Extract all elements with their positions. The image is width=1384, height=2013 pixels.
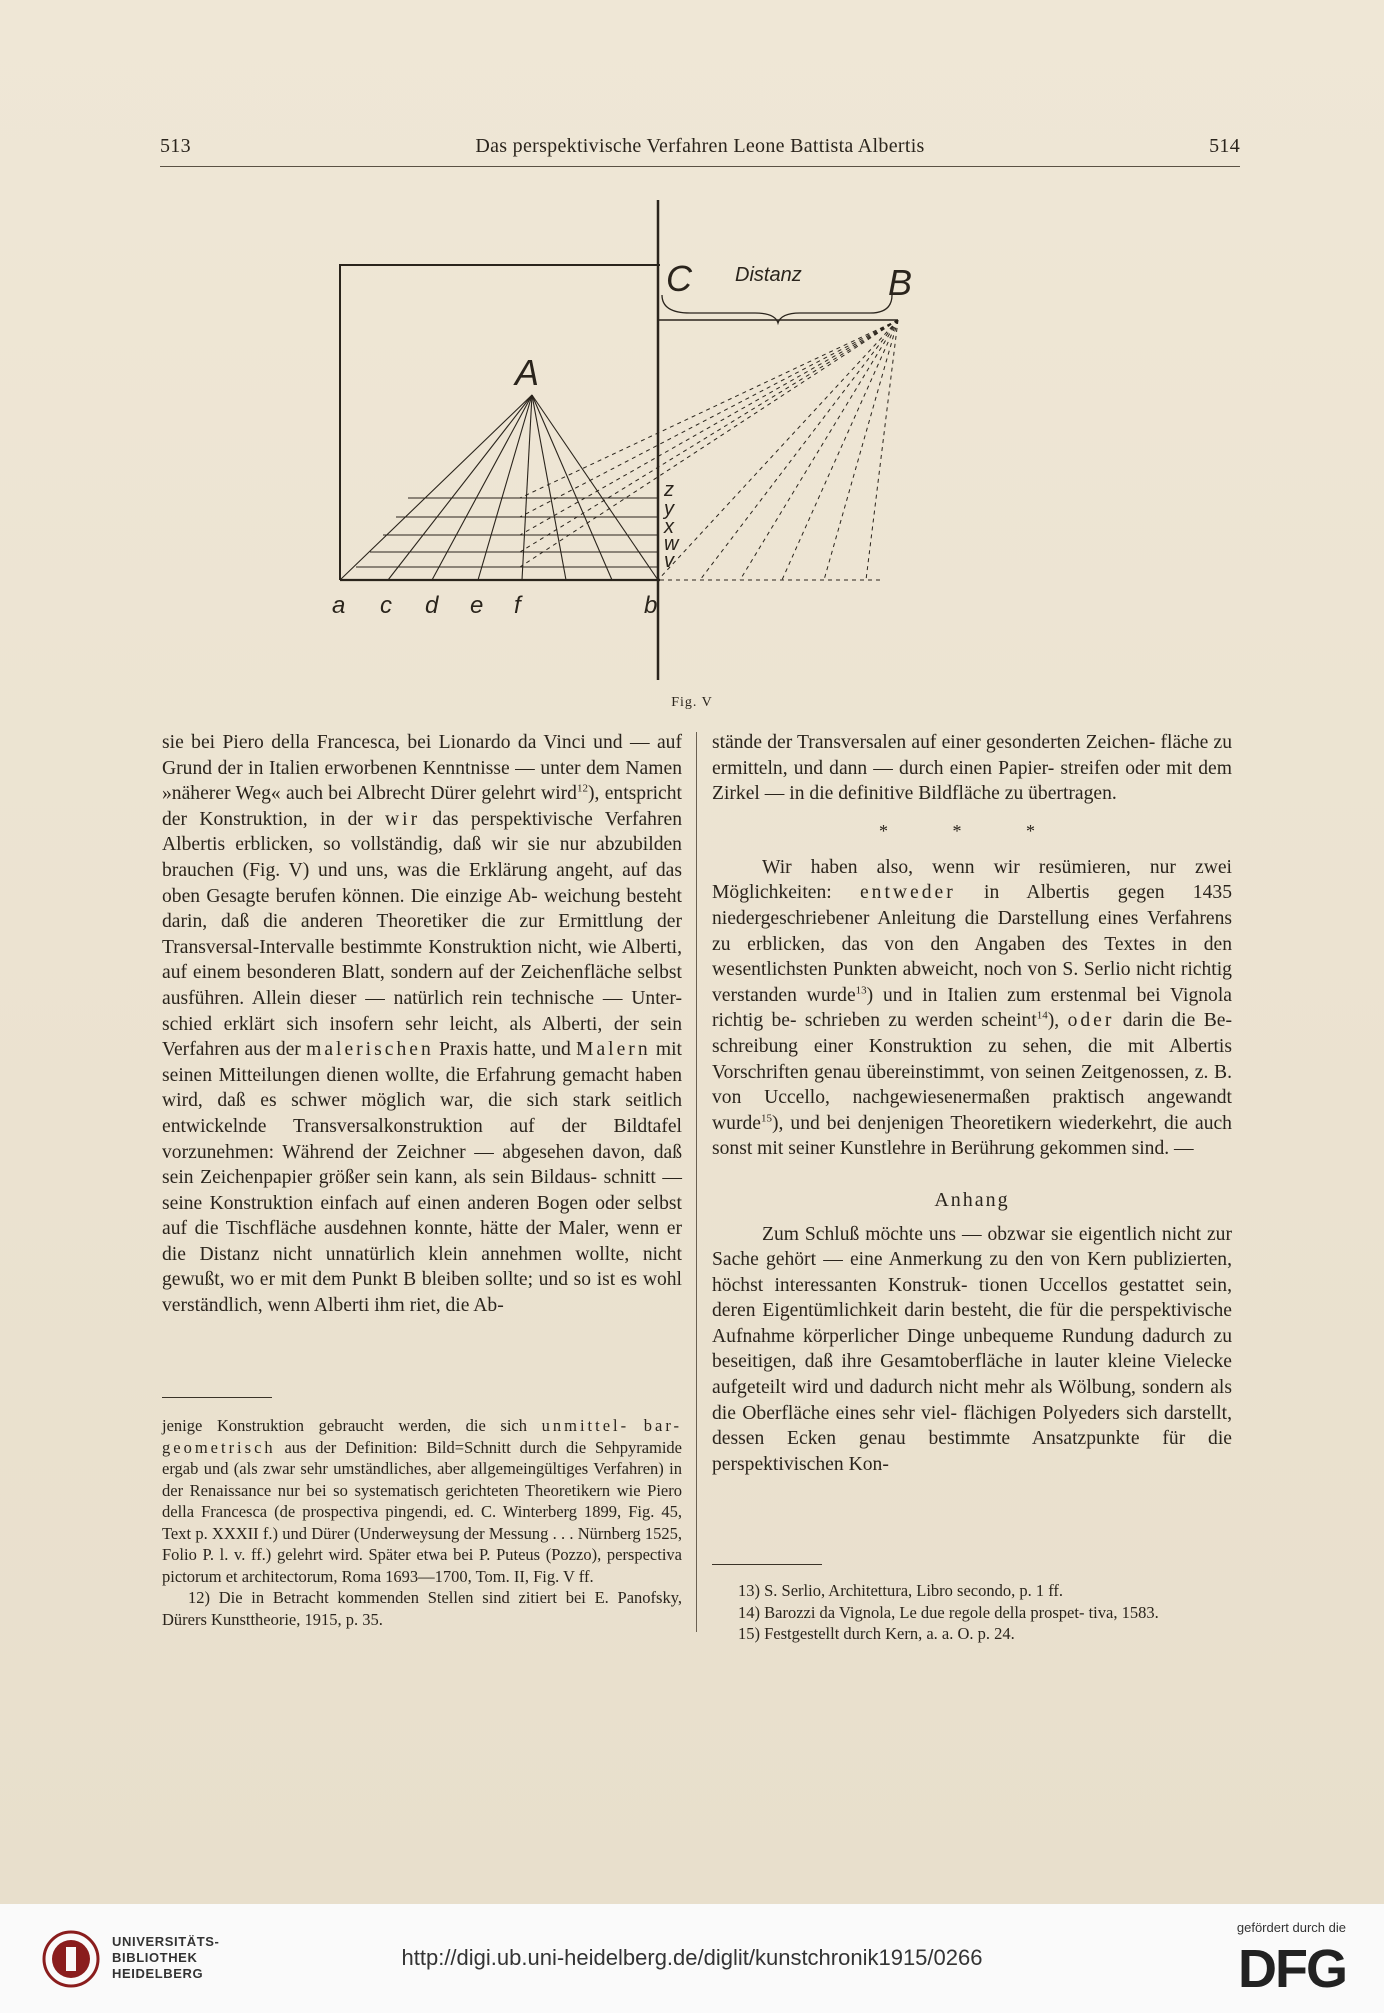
page-header (160, 135, 1240, 165)
label-c-lower: c (380, 592, 392, 619)
digitization-footer (0, 1904, 1384, 2013)
transversals (356, 498, 658, 567)
rays-from-b (520, 320, 898, 580)
page-number-left: 513 (160, 135, 191, 157)
right-footnote-rule (712, 1564, 822, 1565)
label-w: w (664, 533, 679, 555)
footnote-13: 13) S. Serlio, Architettura, Libro secondo, p. 1 ff. (738, 1581, 1064, 1600)
source-url-link[interactable]: http://digi.ub.uni-heidelberg.de/diglit/kunstchronik1915/0266 (401, 1945, 983, 1970)
label-b: B (888, 262, 913, 303)
running-title: Das perspektivische Verfahren Leone Battista Albertis (475, 135, 925, 157)
left-column (162, 730, 682, 1319)
university-library-name: UNIVERSITÄTS- BIBLIOTHEK HEIDELBERG (112, 1934, 220, 1981)
label-e: e (470, 592, 484, 619)
footnote-14: 14) Barozzi da Vignola, Le due regole della prospet- tiva, 1583. (738, 1602, 1159, 1622)
label-y: y (664, 498, 674, 520)
dfg-logo: DFG (1238, 1939, 1346, 1999)
label-b-lower: b (644, 592, 658, 619)
footnote-ref-13[interactable]: 13 (855, 984, 867, 997)
frame-outline (340, 265, 660, 580)
footnote-15: 15) Festgestellt durch Kern, a. a. O. p. 24. (738, 1624, 1015, 1643)
left-paragraph: sie bei Piero della Francesca, bei Lionardo da Vinci und — auf Grund der in Italien erworbenen Kenntnisse — unter dem Namen »näherer Weg« auch bei Albrecht Dürer gelehrt wird$^{12}$), entspricht der Konstruktion, in der wir das perspektivische Verfahren Albertis erblicken, so vollständig, daß wir sie nur abzubilden brauchen (Fig. V) und uns, was die Erklärung angeht, auf das oben Gesagte berufen können. Die einzige Ab- weichung besteht darin, daß die anderen Theoretiker die zur Ermittlung der Transversal-Intervalle bestimmte Konstruktion nicht, wie Alberti, auf einem besonderen Blatt, sondern auf der Zeichenfläche selbst ausführen. Allein dieser — natürlich rein technische — Unter- schied erklärt sich insofern sehr leicht, als Alberti, der sein Verfahren aus der malerischen Praxis hatte, und Malern mit seinen Mitteilungen dienen wollte, die Erfahrung gemacht haben wird, daß es schwer möglich war, die sich stark seitlich entwickelnde Transversalkonstruktion auf der Bildtafel vorzunehmen: Während der Zeichner — abgesehen davon, daß sein Zeichenpapier größer sein kann, als sein Bildaus- schnitt — seine Konstruktion einfach auf einen anderen Bogen oder selbst auf die Tischfläche ausdehnen konnte, hätte der Maler, wenn er die Distanz nicht unnatürlich klein annehmen wollte, nicht gewußt, wo er mit dem Punkt B bleiben sollte; und so ist es wohl verständlich, wenn Alberti ihm riet, die Ab- (162, 732, 683, 1317)
label-c: C (666, 258, 692, 299)
section-stars: * * * (879, 820, 1065, 841)
section-heading-anhang: Anhang (934, 1188, 1010, 1211)
right-paragraph-3: Zum Schluß möchte uns — obzwar sie eigentlich nicht zur Sache gehört — eine Anmerkung zu den von Kern publizierten, höchst interessanten Konstruk- tionen Uccellos gestattet sein, deren Eigentümlichkeit darin besteht, die für die perspektivische Aufnahme körperlicher Dinge unbequeme Rundung dadurch zu beseitigen, daß ihre Gesamtoberfläche in lauter kleine Vielecke aufgeteilt wird und dadurch nicht mehr als Wölbung, sondern als die Oberfläche eines sehr viel- flächigen Polyeders sich darstellt, dessen Ecken genau bestimmte Ansatzpunkte für die perspektivischen Kon- (712, 1223, 1233, 1475)
label-z: z (664, 479, 674, 501)
label-f: f (514, 592, 521, 619)
right-column (712, 730, 1232, 1477)
footnote-11-continued: jenige Konstruktion gebraucht werden, die sich unmittel- bar-geometrisch aus der Definition: Bild=Schnitt durch die Sehpyramide ergab und (als zwar sehr umständliches, aber allgemeingültiges Verfahren) in der Renaissance nur bei so systematisch gerichteten Theoretikern wie Piero della Francesca (de prospectiva pingendi, ed. C. Winterberg 1899, Fig. 45, Text p. XXXII f.) und Dürer (Underweysung der Messung . . . Nürnberg 1525, Folio P. l. v. ff.) gelehrt wird. Später etwa bei P. Puteus (Pozzo), perspectiva pictorum et architectorum, Roma 1693—1700, Tom. II, Fig. V ff. (162, 1416, 683, 1586)
right-footnotes (712, 1580, 1232, 1645)
page-number-right: 514 (1209, 135, 1240, 157)
header-rule (160, 166, 1240, 167)
funding-note: gefördert durch die (1236, 1920, 1346, 1935)
distanz-bracket (662, 295, 892, 323)
label-d: d (425, 592, 439, 619)
label-v: v (664, 550, 674, 572)
left-footnotes (162, 1415, 682, 1630)
right-paragraph-1: stände der Transversalen auf einer gesonderten Zeichen- fläche zu ermitteln, und dann — durch einen Papier- streifen oder mit dem Zirkel — in die definitive Bildfläche zu übertragen. (712, 732, 1232, 805)
label-distanz: Distanz (735, 264, 802, 286)
footnote-12: 12) Die in Betracht kommenden Stellen sind zitiert bei E. Panofsky, Dürers Kunsttheorie, 1915, p. 35. (162, 1588, 682, 1629)
column-divider (696, 732, 697, 1632)
right-paragraph-2: Wir haben also, wenn wir resümieren, nur zwei Möglichkeiten: entweder in Albertis gegen 1435 niedergeschriebener Anleitung die Darstellung eines Verfahrens zu erblicken, das von den Angaben des Textes in den wesentlichsten Punkten abweicht, noch von S. Serlio nicht richtig verstanden wurde$^{13}$) und in Italien zum erstenmal bei Vignola richtig be- schrieben zu werden scheint$^{14}$), oder darin die Be- schreibung einer Konstruktion zu sehen, die mit Albertis Vorschriften genau übereinstimmt, von seinen Zeitgenossen, z. B. von Uccello, nachgewiesenermaßen praktisch angewandt wurde$^{15}$), und bei denjenigen Theoretikern wiederkehrt, die auch sonst mit seiner Kunstlehre in Berührung gekommen sind. — (712, 856, 1232, 1160)
label-a-lower: a (332, 592, 346, 619)
figure-v-perspective-diagram (300, 195, 1100, 695)
footnote-ref-15[interactable]: 15 (760, 1112, 772, 1125)
label-x: x (664, 516, 674, 538)
figure-caption: Fig. V (671, 695, 713, 710)
left-footnote-rule (162, 1397, 272, 1398)
footnote-ref-14[interactable]: 14 (1036, 1009, 1048, 1022)
label-a: A (515, 352, 540, 393)
footnote-ref-12[interactable]: 12 (576, 782, 588, 795)
